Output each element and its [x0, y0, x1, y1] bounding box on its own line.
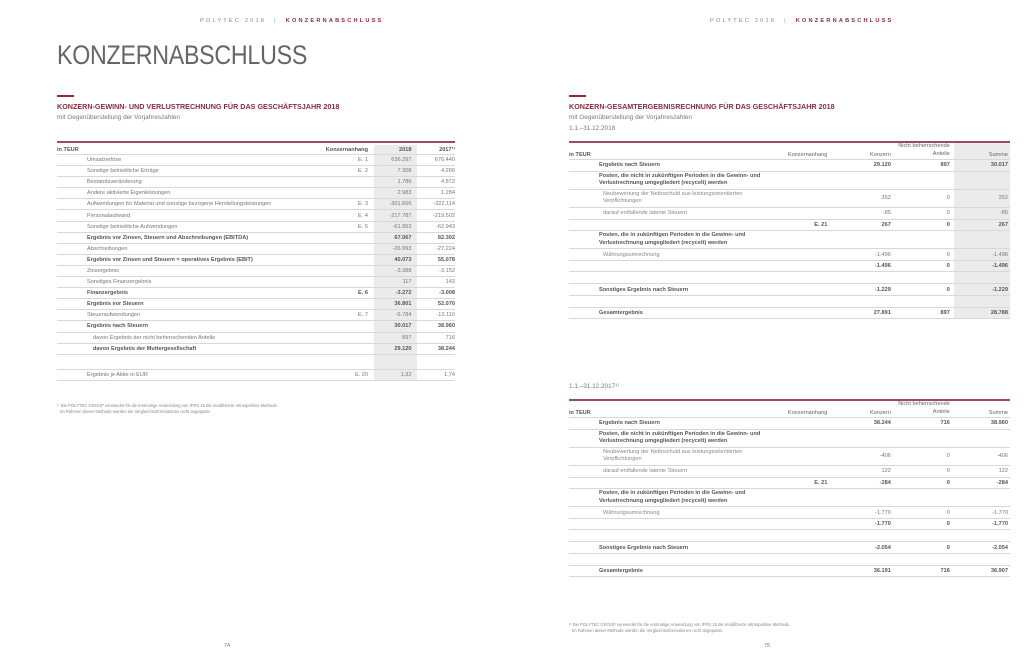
row-value-non-controlling: 0 [895, 477, 954, 489]
row-value-2017: -62.943 [417, 221, 455, 232]
row-value-2017: 55.078 [417, 254, 455, 265]
row-label: Ergebnis nach Steuern [57, 321, 319, 332]
table-row [569, 171, 1010, 189]
header-note: Konzernanhang [774, 401, 832, 418]
row-value-summe: -1.770 [954, 518, 1010, 530]
row-value-konzern [831, 429, 894, 447]
row-value-konzern: -406 [831, 447, 894, 465]
row-note [774, 208, 832, 220]
header-note: Konzernanhang [774, 143, 832, 160]
row-note: E. 21 [774, 219, 832, 231]
row-value-summe [954, 553, 1010, 565]
footnote-line: ¹⁾ Die POLYTEC GROUP verwendet für die erstmalige Anwendung von IFRS 15 die modifizierte retrospektive Methode. [57, 403, 279, 408]
row-label: Sonstiges Ergebnis nach Steuern [569, 284, 774, 296]
row-value-2018: -6.784 [374, 310, 417, 321]
table-row [569, 429, 1010, 447]
table-row [569, 231, 1010, 249]
comprehensive-income-table-2018 [569, 143, 1010, 319]
row-note [774, 189, 832, 207]
table-row [569, 208, 1010, 220]
running-head-section: KONZERNABSCHLUSS [795, 18, 894, 24]
row-label: Abschreibungen [57, 243, 319, 254]
row-value-non-controlling [895, 530, 954, 542]
row-note [774, 542, 832, 554]
row-label [569, 219, 774, 231]
row-value-summe [954, 171, 1010, 189]
row-value-non-controlling: 0 [895, 507, 954, 519]
table-header-row [57, 145, 455, 155]
row-value-summe: -1.770 [954, 507, 1010, 519]
footnote-line: Im Rahmen dieser Methode werden die Vergleichsinformationen nicht angepasst. [60, 409, 211, 414]
header-konzern: Konzern [831, 143, 894, 160]
row-value-summe: -1.496 [954, 260, 1010, 272]
row-note [774, 466, 832, 478]
spacer-row [569, 553, 1010, 565]
running-head-brand: POLYTEC 2018 [710, 18, 777, 24]
page-number: 74 [224, 643, 231, 649]
row-value-non-controlling: 0 [895, 249, 954, 261]
table-row [569, 489, 1010, 507]
table-row [57, 166, 455, 177]
running-head-brand: POLYTEC 2018 [200, 18, 267, 24]
row-value-konzern: -1.229 [831, 284, 894, 296]
table-row [57, 199, 455, 210]
row-value-summe: -284 [954, 477, 1010, 489]
row-value-2018: 897 [374, 332, 417, 343]
header-konzern: Konzern [831, 401, 894, 418]
table-row [57, 243, 455, 254]
row-note [774, 231, 832, 249]
row-value-summe [954, 231, 1010, 249]
row-note [774, 418, 832, 430]
spacer-row [569, 295, 1010, 307]
row-label: Andere aktivierte Eigenleistungen [57, 188, 319, 199]
row-value-2017: 82.302 [417, 232, 455, 243]
header-non-controlling: Nicht beherrschende Anteile [895, 143, 954, 160]
row-value-summe [954, 295, 1010, 307]
period-label-2017: 1.1.–31.12.2017¹⁾ [569, 383, 619, 390]
row-value-summe: 267 [954, 219, 1010, 231]
row-label: Währungsumrechnung [569, 507, 774, 519]
row-note [319, 343, 374, 354]
table-row [57, 265, 455, 276]
row-label: Ergebnis vor Steuern [57, 299, 319, 310]
row-note [774, 507, 832, 519]
table-row [569, 507, 1010, 519]
row-value-summe: -85 [954, 208, 1010, 220]
accent-bar [57, 95, 74, 97]
row-label: Gesamtergebnis [569, 565, 774, 577]
row-value-konzern: 122 [831, 466, 894, 478]
row-value-2017: 676.440 [417, 155, 455, 166]
row-label [569, 530, 774, 542]
row-value-2017: 1.284 [417, 188, 455, 199]
row-value-summe: 30.017 [954, 160, 1010, 172]
row-label: Posten, die in zukünftigen Perioden in die Gewinn- und Verlustrechnung umgegliedert (recycelt) werden [569, 489, 774, 507]
spacer-row [57, 354, 455, 369]
row-note [774, 307, 832, 319]
row-label: Bestandsveränderung [57, 177, 319, 188]
row-label: Neubewertung der Nettoschuld aus leistungsorientierten Verpflichtungen [569, 447, 774, 465]
section-title: KONZERN-GESAMTERGEBNISRECHNUNG FÜR DAS GESCHÄFTSJAHR 2018 [569, 102, 835, 111]
row-value-konzern [831, 231, 894, 249]
row-value-non-controlling: 0 [895, 466, 954, 478]
row-note [774, 272, 832, 284]
row-label: Sonstige betriebliche Aufwendungen [57, 221, 319, 232]
row-note: E. 6 [319, 288, 374, 299]
row-label [569, 518, 774, 530]
row-value-summe [954, 429, 1010, 447]
table-row [57, 321, 455, 332]
row-value-summe [954, 530, 1010, 542]
row-note [774, 295, 832, 307]
row-value-2018: 36.801 [374, 299, 417, 310]
row-value-konzern: -1.496 [831, 249, 894, 261]
row-note [774, 249, 832, 261]
row-note [774, 565, 832, 577]
row-value-konzern: -1.496 [831, 260, 894, 272]
table-row [57, 188, 455, 199]
table-row [569, 219, 1010, 231]
row-value-non-controlling [895, 231, 954, 249]
row-note [319, 243, 374, 254]
row-value-2017: -322.114 [417, 199, 455, 210]
table-row [57, 310, 455, 321]
row-value-konzern [831, 171, 894, 189]
right-page [512, 0, 1024, 672]
table-top-rule [57, 141, 455, 143]
table-row [57, 155, 455, 166]
row-value-2018: 67.067 [374, 232, 417, 243]
row-value-konzern: -85 [831, 208, 894, 220]
row-label: Posten, die nicht in zukünftigen Perioden in die Gewinn- und Verlustrechnung umgegliedert (recycelt) werden [569, 171, 774, 189]
row-value-summe: -1.496 [954, 249, 1010, 261]
row-value-non-controlling: 0 [895, 260, 954, 272]
row-label: Ergebnis nach Steuern [569, 418, 774, 430]
row-value-non-controlling [895, 553, 954, 565]
row-value-konzern [831, 530, 894, 542]
row-value-2017: -219.502 [417, 210, 455, 221]
row-label: Umsatzerlöse [57, 155, 319, 166]
row-value-konzern: 29.120 [831, 160, 894, 172]
row-value-2018: -301.666 [374, 199, 417, 210]
header-label: in TEUR [569, 401, 774, 418]
row-value-konzern: 27.891 [831, 307, 894, 319]
comprehensive-income-table-2017 [569, 401, 1010, 577]
table-row [569, 518, 1010, 530]
row-value-summe [954, 489, 1010, 507]
row-value-summe: 28.788 [954, 307, 1010, 319]
row-value-2018: -217.787 [374, 210, 417, 221]
row-label [569, 272, 774, 284]
row-value-2017: -27.224 [417, 243, 455, 254]
table-row [57, 332, 455, 343]
income-statement-table [57, 145, 455, 381]
row-note: E. 5 [319, 221, 374, 232]
row-value-summe: -406 [954, 447, 1010, 465]
row-value-non-controlling [895, 295, 954, 307]
row-label: Sonstige betriebliche Erträge [57, 166, 319, 177]
row-value-summe: -2.054 [954, 542, 1010, 554]
row-value-konzern [831, 553, 894, 565]
row-note [774, 284, 832, 296]
running-head-separator: | [274, 18, 278, 24]
running-head [200, 18, 383, 24]
row-label: Posten, die nicht in zukünftigen Perioden in die Gewinn- und Verlustrechnung umgegliedert (recycelt) werden [569, 429, 774, 447]
row-label: Ergebnis nach Steuern [569, 160, 774, 172]
page-number: 75 [764, 643, 771, 649]
row-value-2018 [374, 354, 417, 369]
row-note [319, 177, 374, 188]
row-value-2017: 1,74 [417, 369, 455, 380]
row-value-2018: 117 [374, 277, 417, 288]
row-value-2018: 2.983 [374, 188, 417, 199]
row-value-non-controlling [895, 489, 954, 507]
row-label: Gesamtergebnis [569, 307, 774, 319]
row-value-konzern: 267 [831, 219, 894, 231]
row-value-2018: -3.272 [374, 288, 417, 299]
header-summe: Summe [954, 143, 1010, 160]
table-row [57, 254, 455, 265]
table-row [57, 221, 455, 232]
row-note [319, 188, 374, 199]
row-value-2018: 1,32 [374, 369, 417, 380]
row-value-konzern [831, 489, 894, 507]
row-value-2017: 4.872 [417, 177, 455, 188]
row-note [319, 354, 374, 369]
row-value-non-controlling: 897 [895, 160, 954, 172]
row-label [569, 260, 774, 272]
table-row [569, 160, 1010, 172]
row-note: E. 3 [319, 199, 374, 210]
table-row [569, 307, 1010, 319]
row-label: Sonstiges Ergebnis nach Steuern [569, 542, 774, 554]
accent-bar [569, 95, 586, 97]
footnote [569, 622, 790, 634]
row-value-summe [954, 272, 1010, 284]
row-label: Währungsumrechnung [569, 249, 774, 261]
row-note [774, 171, 832, 189]
spacer-row [569, 530, 1010, 542]
table-row [57, 210, 455, 221]
table-row [569, 477, 1010, 489]
row-value-2018: -3.388 [374, 265, 417, 276]
row-label: Sonstiges Finanzergebnis [57, 277, 319, 288]
row-note: E. 2 [319, 166, 374, 177]
row-value-konzern [831, 295, 894, 307]
spacer-row [569, 272, 1010, 284]
running-head-section: KONZERNABSCHLUSS [285, 18, 384, 24]
row-value-2017: 4.266 [417, 166, 455, 177]
row-value-2017: 38.244 [417, 343, 455, 354]
row-value-2018: 1.786 [374, 177, 417, 188]
row-note [774, 160, 832, 172]
header-label: in TEUR [57, 145, 319, 155]
row-note [774, 489, 832, 507]
row-label: Personalaufwand [57, 210, 319, 221]
table-row [57, 299, 455, 310]
header-2017: 2017¹⁾ [417, 145, 455, 155]
row-value-2018: 40.073 [374, 254, 417, 265]
header-summe: Summe [954, 401, 1010, 418]
row-value-2017: -3.152 [417, 265, 455, 276]
row-value-non-controlling: 897 [895, 307, 954, 319]
row-value-non-controlling: 0 [895, 284, 954, 296]
row-value-konzern: -1.770 [831, 518, 894, 530]
row-value-konzern [831, 272, 894, 284]
header-non-controlling: Nicht beherrschende Anteile [895, 401, 954, 418]
row-note [774, 518, 832, 530]
row-value-non-controlling [895, 429, 954, 447]
row-value-non-controlling: 0 [895, 542, 954, 554]
row-note [319, 332, 374, 343]
row-value-summe: 352 [954, 189, 1010, 207]
row-label: Steueraufwendungen [57, 310, 319, 321]
row-note: E. 1 [319, 155, 374, 166]
row-label: Ergebnis vor Zinsen und Steuern = operatives Ergebnis (EBIT) [57, 254, 319, 265]
row-value-non-controlling [895, 272, 954, 284]
footnote-line: ¹⁾ Die POLYTEC GROUP verwendet für die erstmalige Anwendung von IFRS 15 die modifizierte retrospektive Methode. [569, 622, 791, 627]
table-row [57, 369, 455, 380]
row-label: Neubewertung der Nettoschuld aus leistungsorientierten Verpflichtungen [569, 189, 774, 207]
row-note: E. 21 [774, 477, 832, 489]
row-note [319, 265, 374, 276]
table-row [569, 284, 1010, 296]
row-value-summe: 38.960 [954, 418, 1010, 430]
row-note: E. 7 [319, 310, 374, 321]
table-row [57, 232, 455, 243]
row-label: Posten, die in zukünftigen Perioden in die Gewinn- und Verlustrechnung umgegliedert (recycelt) werden [569, 231, 774, 249]
row-label: Aufwendungen für Material und sonstige bezogene Herstellungsleistungen [57, 199, 319, 210]
row-value-summe: -1.229 [954, 284, 1010, 296]
row-note [774, 429, 832, 447]
row-value-konzern: -284 [831, 477, 894, 489]
table-row [569, 260, 1010, 272]
row-value-konzern: 352 [831, 189, 894, 207]
table-row [57, 177, 455, 188]
section-subtitle: mit Gegenüberstellung der Vorjahreszahlen [57, 114, 180, 121]
running-head-separator: | [784, 18, 788, 24]
row-value-non-controlling: 716 [895, 565, 954, 577]
row-note: E. 4 [319, 210, 374, 221]
section-subtitle: mit Gegenüberstellung der Vorjahreszahlen [569, 114, 692, 121]
row-value-2017 [417, 354, 455, 369]
row-value-konzern: 38.244 [831, 418, 894, 430]
row-note [774, 260, 832, 272]
table-row [57, 288, 455, 299]
row-value-summe: 122 [954, 466, 1010, 478]
table-row [569, 466, 1010, 478]
row-value-2017: 38.960 [417, 321, 455, 332]
header-2018: 2018 [374, 145, 417, 155]
footnote [57, 403, 278, 415]
row-label: darauf entfallende latente Steuern [569, 208, 774, 220]
row-note [774, 530, 832, 542]
table-row [57, 343, 455, 354]
row-value-non-controlling: 0 [895, 447, 954, 465]
table-row [569, 542, 1010, 554]
row-label: davon Ergebnis der nicht beherrschenden Anteile [57, 332, 319, 343]
row-note [319, 299, 374, 310]
row-value-non-controlling: 0 [895, 518, 954, 530]
row-note [319, 321, 374, 332]
row-label: darauf entfallende latente Steuern [569, 466, 774, 478]
row-note [774, 553, 832, 565]
row-note [774, 447, 832, 465]
row-label: davon Ergebnis der Muttergesellschaft [57, 343, 319, 354]
row-value-2018: 30.017 [374, 321, 417, 332]
row-value-2018: 7.308 [374, 166, 417, 177]
table-header-row [569, 143, 1010, 160]
row-label: Ergebnis je Aktie in EUR [57, 369, 319, 380]
row-note [319, 277, 374, 288]
table-row [57, 277, 455, 288]
header-note: Konzernanhang [319, 145, 374, 155]
row-value-konzern: -2.054 [831, 542, 894, 554]
header-label: in TEUR [569, 143, 774, 160]
row-label [569, 477, 774, 489]
row-value-2018: 636.397 [374, 155, 417, 166]
row-value-2017: -13.110 [417, 310, 455, 321]
page-title: KONZERNABSCHLUSS [57, 40, 308, 70]
row-note: E. 20 [319, 369, 374, 380]
row-value-konzern: -1.770 [831, 507, 894, 519]
row-value-non-controlling [895, 171, 954, 189]
running-head [710, 18, 893, 24]
row-label: Ergebnis vor Zinsen, Steuern und Abschreibungen (EBITDA) [57, 232, 319, 243]
row-label [57, 354, 319, 369]
row-note [319, 254, 374, 265]
row-value-konzern: 36.191 [831, 565, 894, 577]
row-value-non-controlling: 716 [895, 418, 954, 430]
table-row [569, 189, 1010, 207]
row-value-2018: -61.953 [374, 221, 417, 232]
row-value-summe: 36.907 [954, 565, 1010, 577]
row-value-2018: 29.120 [374, 343, 417, 354]
row-value-2017: 143 [417, 277, 455, 288]
row-value-non-controlling: 0 [895, 219, 954, 231]
row-note [319, 232, 374, 243]
row-value-2017: -3.008 [417, 288, 455, 299]
period-label-2018: 1.1.–31.12.2018 [569, 125, 616, 132]
row-label [569, 295, 774, 307]
section-title: KONZERN-GEWINN- UND VERLUSTRECHNUNG FÜR DAS GESCHÄFTSJAHR 2018 [57, 102, 340, 111]
table-row [569, 249, 1010, 261]
row-value-2017: 52.070 [417, 299, 455, 310]
row-label [569, 553, 774, 565]
row-value-2018: -26.993 [374, 243, 417, 254]
table-row [569, 418, 1010, 430]
row-value-non-controlling: 0 [895, 189, 954, 207]
row-label: Zinsergebnis [57, 265, 319, 276]
table-row [569, 447, 1010, 465]
row-value-non-controlling: 0 [895, 208, 954, 220]
table-row [569, 565, 1010, 577]
row-label: Finanzergebnis [57, 288, 319, 299]
row-value-2017: 716 [417, 332, 455, 343]
table-header-row [569, 401, 1010, 418]
footnote-line: Im Rahmen dieser Methode werden die Vergleichsinformationen nicht angepasst. [572, 628, 723, 633]
